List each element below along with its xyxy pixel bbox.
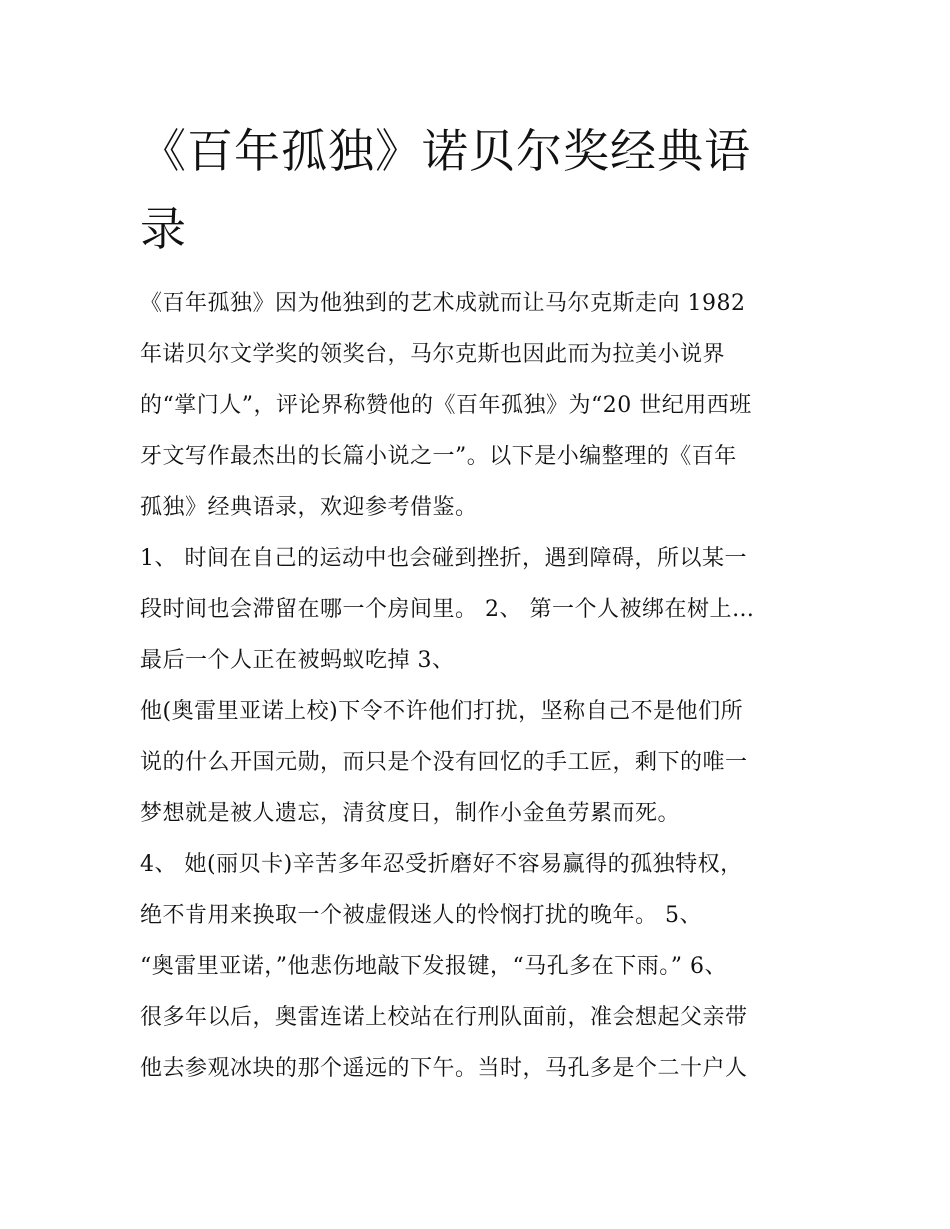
body-line: 年诺贝尔文学奖的领奖台，马尔克斯也因此而为拉美小说界: [140, 342, 726, 367]
document-page: [140, 112, 820, 1094]
body-line: 1、 时间在自己的运动中也会碰到挫折，遇到障碍，所以某一: [140, 546, 747, 571]
document-title: [140, 112, 820, 268]
body-line: 绝不肯用来换取一个被虚假迷人的怜悯打扰的晚年。 5、: [140, 903, 702, 928]
body-line: 牙文写作最杰出的长篇小说之一”。以下是小编整理的《百年: [140, 444, 737, 469]
title-line-1: 《百年孤独》诺贝尔奖经典语: [140, 124, 751, 178]
body-line: 4、 她(丽贝卡)辛苦多年忍受折磨好不容易赢得的孤独特权，: [140, 852, 743, 877]
body-line: 段时间也会滞留在哪一个房间里。 2、 第一个人被绑在树上…: [140, 597, 755, 622]
body-line: 他去参观冰块的那个遥远的下午。当时，马孔多是个二十户人: [140, 1056, 748, 1081]
title-line-2: 录: [140, 202, 187, 256]
body-line: “奥雷里亚诺，”他悲伤地敲下发报键，“马孔多在下雨。” 6、: [140, 954, 727, 979]
body-line: 他(奥雷里亚诺上校)下令不许他们打扰，坚称自己不是他们所: [140, 699, 744, 724]
body-line: 梦想就是被人遗忘，清贫度日，制作小金鱼劳累而死。: [140, 801, 681, 826]
body-line: 说的什么开国元勋，而只是个没有回忆的手工匠，剩下的唯一: [140, 750, 748, 775]
document-body: [140, 278, 820, 1094]
body-line: 很多年以后，奥雷连诺上校站在行刑队面前，准会想起父亲带: [140, 1005, 748, 1030]
body-line: 的“掌门人”，评论界称赞他的《百年孤独》为“20 世纪用西班: [140, 393, 752, 418]
body-line: 孤独》经典语录，欢迎参考借鉴。: [140, 495, 478, 520]
body-line: 《百年孤独》因为他独到的艺术成就而让马尔克斯走向 1982: [140, 291, 746, 316]
body-line: 最后一个人正在被蚂蚁吃掉 3、: [140, 648, 455, 673]
